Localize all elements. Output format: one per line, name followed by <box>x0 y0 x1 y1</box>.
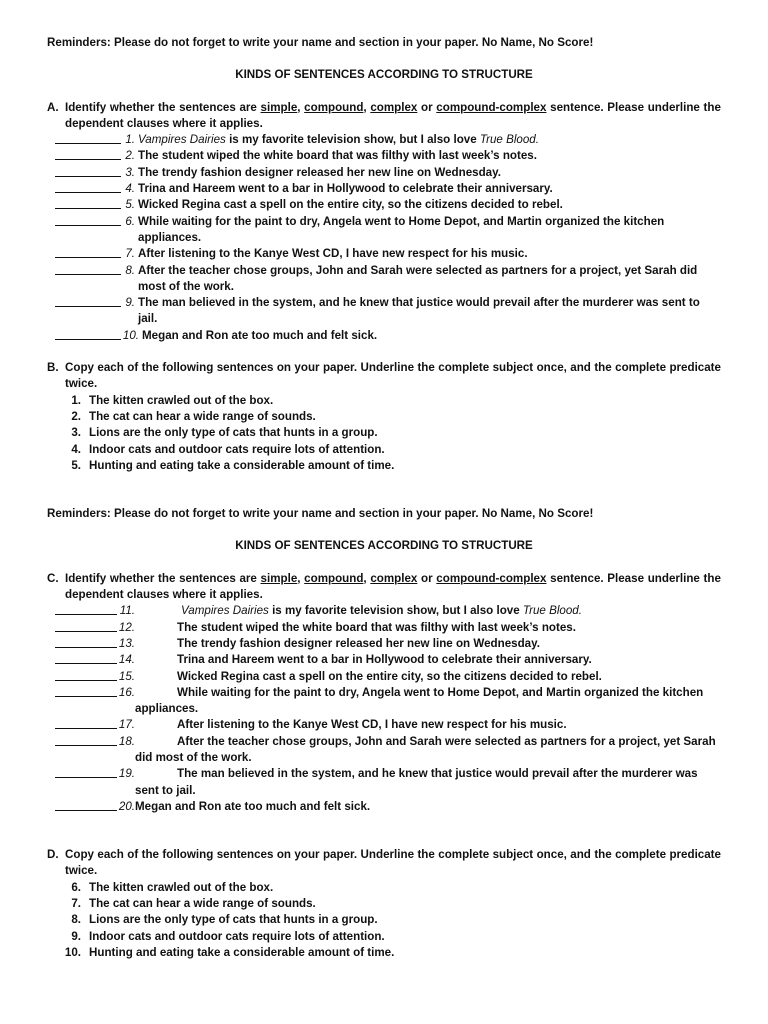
question-row <box>47 132 721 148</box>
question-number: 10. <box>122 328 139 342</box>
question-text: Trina and Hareem went to a bar in Hollywood to celebrate their anniversary. <box>138 182 553 196</box>
list-item <box>47 912 721 928</box>
list-item <box>47 409 721 425</box>
italic-title: Vampires Dairies <box>181 604 269 618</box>
answer-blank <box>55 734 117 746</box>
list-text: Indoor cats and outdoor cats require lots of attention. <box>89 929 385 943</box>
question-number: 16. <box>118 685 135 699</box>
list-text: Lions are the only type of cats that hunts in a group. <box>89 913 378 927</box>
list-number: 5. <box>71 458 81 472</box>
question-text: While waiting for the paint to dry, Angela went to Home Depot, and Martin organized the kitchen appliances. <box>138 214 665 244</box>
list-text: Lions are the only type of cats that hunts in a group. <box>89 426 378 440</box>
question-row <box>47 197 721 213</box>
list-number: 2. <box>71 409 81 423</box>
question-text: After the teacher chose groups, John and Sarah were selected as partners for a project, yet Sarah did most of the work. <box>135 734 716 764</box>
answer-blank <box>55 263 121 275</box>
question-text: The man believed in the system, and he knew that justice would prevail after the murderer was sent to jail. <box>135 767 698 797</box>
answer-blank <box>55 295 121 307</box>
italic-title: True Blood. <box>522 604 582 618</box>
question-number: 20. <box>118 799 135 813</box>
list-item <box>47 425 721 441</box>
question-row <box>47 263 721 296</box>
question-row <box>47 734 721 767</box>
question-text: Megan and Ron ate too much and felt sick. <box>142 328 378 342</box>
question-text: The trendy fashion designer released her new line on Wednesday. <box>177 636 540 650</box>
section-c-instructions: C. Identify whether the sentences are simple, compound, complex or compound-complex sentence. Please underline the dependent clauses where it applies. <box>47 571 721 602</box>
answer-blank <box>55 636 117 648</box>
reminder-2: Reminders: Please do not forget to write your name and section in your paper. No Name, No Score! <box>47 507 594 521</box>
question-row <box>47 620 721 636</box>
question-text: Megan and Ron ate too much and felt sick. <box>135 799 371 813</box>
reminder: Reminders: Please do not forget to write your name and section in your paper. No Name, No Score! <box>47 36 594 49</box>
question-number: 4. <box>125 182 135 196</box>
question-row <box>47 214 721 247</box>
list-number: 8. <box>71 913 81 927</box>
question-text: Vampires Dairies is my favorite television show, but I also love True Blood. <box>181 604 582 618</box>
answer-blank <box>55 328 121 340</box>
answer-blank <box>55 246 121 258</box>
question-row <box>47 165 721 181</box>
question-number: 15. <box>118 669 135 683</box>
question-text: Vampires Dairies is my favorite television show, but I also love True Blood. <box>138 133 539 147</box>
answer-blank <box>55 132 121 144</box>
section-a-questions <box>47 132 721 344</box>
question-text: The trendy fashion designer released her new line on Wednesday. <box>138 165 501 179</box>
list-text: The kitten crawled out of the box. <box>89 393 274 407</box>
question-number: 9. <box>125 296 135 310</box>
section-c-questions <box>47 603 721 815</box>
question-row <box>47 148 721 164</box>
question-number: 13. <box>118 636 135 650</box>
answer-blank <box>55 197 121 209</box>
list-text: Hunting and eating take a considerable amount of time. <box>89 945 395 959</box>
question-text: While waiting for the paint to dry, Angela went to Home Depot, and Martin organized the kitchen appliances. <box>135 685 704 716</box>
question-row <box>47 328 721 344</box>
list-item <box>47 442 721 458</box>
question-row <box>47 246 721 262</box>
section-a-instructions: A. Identify whether the sentences are simple, compound, complex or compound-complex sentence. Please underline the dependent clauses where it applies. <box>47 100 721 130</box>
question-text: After listening to the Kanye West CD, I have new respect for his music. <box>177 718 567 732</box>
question-row <box>47 685 721 718</box>
question-row <box>47 181 721 197</box>
question-number: 8. <box>125 263 135 277</box>
question-number: 2. <box>125 149 135 163</box>
question-number: 11. <box>119 604 135 618</box>
question-row <box>47 636 721 652</box>
answer-blank <box>55 165 121 177</box>
answer-blank <box>55 214 121 226</box>
question-number: 3. <box>125 165 135 179</box>
list-text: The cat can hear a wide range of sounds. <box>89 409 316 423</box>
answer-blank <box>55 799 117 811</box>
question-row <box>47 669 721 685</box>
list-text: Indoor cats and outdoor cats require lots of attention. <box>89 442 385 456</box>
list-number: 10. <box>64 945 81 959</box>
question-number: 19. <box>118 767 135 781</box>
list-item <box>47 945 721 961</box>
question-text: After the teacher chose groups, John and Sarah were selected as partners for a project, yet Sarah did most of the work. <box>138 263 698 293</box>
question-text: Wicked Regina cast a spell on the entire city, so the citizens decided to rebel. <box>138 198 563 212</box>
question-number: 14. <box>118 653 135 667</box>
question-text: Trina and Hareem went to a bar in Hollywood to celebrate their anniversary. <box>177 653 592 667</box>
question-row <box>47 717 721 733</box>
section-d-instructions: D. Copy each of the following sentences on your paper. Underline the complete subject once, and the complete predicate twice. <box>47 848 721 878</box>
section-b-list <box>47 393 721 474</box>
question-row <box>47 295 721 328</box>
question-text: The student wiped the white board that was filthy with last week’s notes. <box>138 149 537 163</box>
question-row <box>47 652 721 668</box>
italic-title: True Blood. <box>479 133 539 147</box>
question-number: 17. <box>118 718 135 732</box>
question-number: 12. <box>118 620 135 634</box>
section-b-instructions: B. Copy each of the following sentences on your paper. Underline the complete subject once, and the complete predicate twice. <box>47 361 721 391</box>
answer-blank <box>55 148 121 160</box>
worksheet <box>47 35 721 961</box>
list-item <box>47 929 721 945</box>
answer-blank <box>55 181 121 193</box>
answer-blank <box>55 620 117 632</box>
list-text: The cat can hear a wide range of sounds. <box>89 897 316 911</box>
question-number: 5. <box>125 198 135 212</box>
list-number: 3. <box>71 426 81 440</box>
worksheet-title-2: KINDS OF SENTENCES ACCORDING TO STRUCTURE <box>235 539 533 553</box>
list-number: 1. <box>71 393 81 407</box>
answer-blank <box>55 652 117 664</box>
question-row <box>47 766 721 799</box>
list-text: Hunting and eating take a considerable amount of time. <box>89 458 395 472</box>
list-item <box>47 393 721 409</box>
list-text: The kitten crawled out of the box. <box>89 880 274 894</box>
list-item <box>47 458 721 474</box>
question-number: 6. <box>125 214 135 228</box>
question-text: The man believed in the system, and he knew that justice would prevail after the murderer was sent to jail. <box>138 296 700 326</box>
question-row <box>47 603 721 619</box>
italic-title: Vampires Dairies <box>138 133 226 147</box>
answer-blank <box>55 717 117 729</box>
answer-blank <box>55 603 117 615</box>
question-text: After listening to the Kanye West CD, I have new respect for his music. <box>138 247 528 261</box>
answer-blank <box>55 766 117 778</box>
list-item <box>47 880 721 896</box>
answer-blank <box>55 669 117 681</box>
list-number: 4. <box>71 442 81 456</box>
list-number: 6. <box>71 880 81 894</box>
list-number: 7. <box>71 897 81 911</box>
question-number: 1. <box>125 133 135 147</box>
worksheet-title: KINDS OF SENTENCES ACCORDING TO STRUCTURE <box>235 68 533 82</box>
question-number: 7. <box>125 247 135 261</box>
question-text: Wicked Regina cast a spell on the entire city, so the citizens decided to rebel. <box>177 669 602 683</box>
question-number: 18. <box>118 734 135 748</box>
answer-blank <box>55 685 117 697</box>
list-number: 9. <box>71 929 81 943</box>
question-text: The student wiped the white board that was filthy with last week’s notes. <box>177 620 576 634</box>
section-d-list <box>47 880 721 961</box>
question-row <box>47 799 721 815</box>
list-item <box>47 896 721 912</box>
